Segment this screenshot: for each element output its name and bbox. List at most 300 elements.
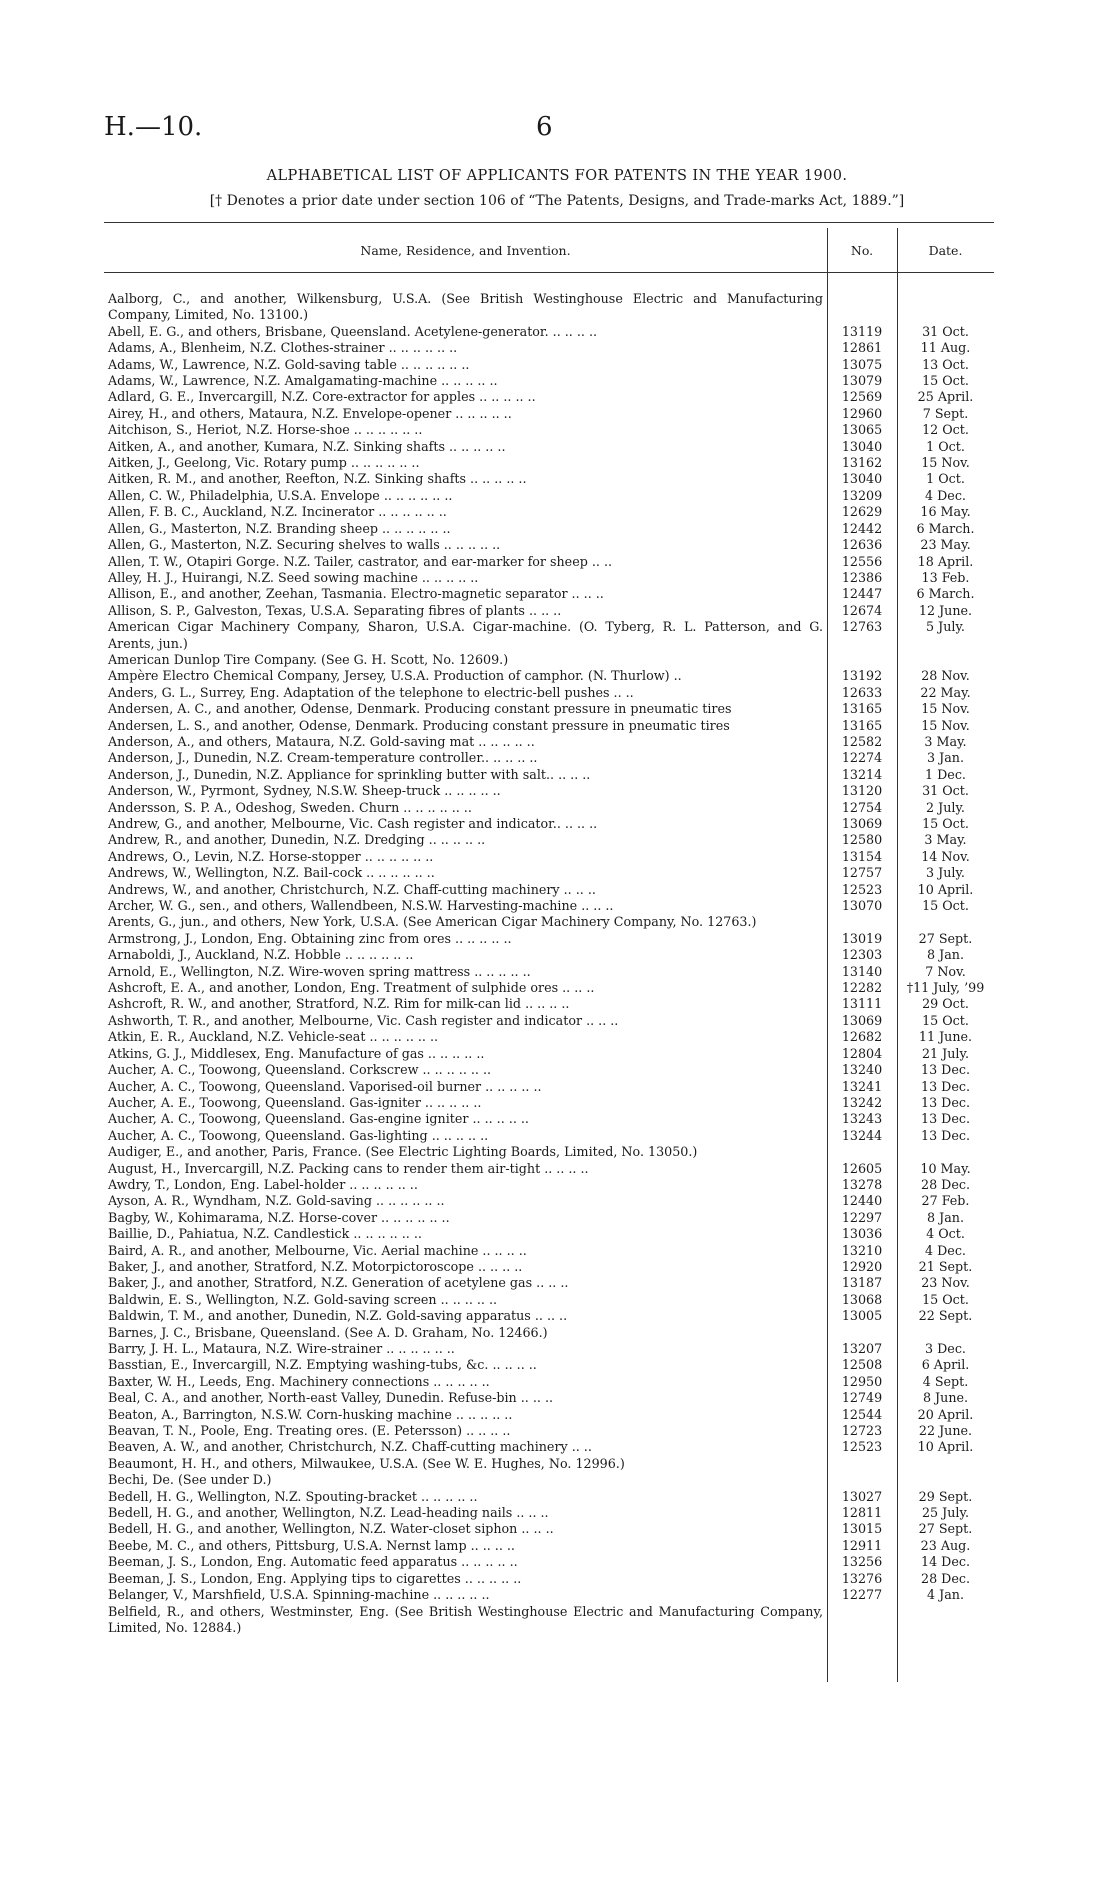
entry-name: Adams, W., Lawrence, N.Z. Amalgamating-machine .. .. .. .. ..	[108, 373, 498, 389]
entry-name: Andersson, S. P. A., Odeshog, Sweden. Churn .. .. .. .. .. ..	[108, 799, 472, 815]
entry-name: Adams, A., Blenheim, N.Z. Clothes-strainer .. .. .. .. .. ..	[108, 340, 458, 356]
entry-name: Bedell, H. G., and another, Wellington, N.Z. Lead-heading nails .. .. ..	[108, 1505, 549, 1521]
entry-number: 12804	[841, 1045, 883, 1061]
entry-number: 13242	[841, 1094, 883, 1110]
entry-name: Aucher, A. C., Toowong, Queensland. Corkscrew .. .. .. .. .. ..	[108, 1062, 492, 1078]
table-row	[104, 1259, 994, 1275]
table-row	[104, 1193, 994, 1209]
entry-number: 13040	[841, 438, 883, 454]
entry-date: †11 July, ’99	[906, 980, 985, 996]
entry-number: 12277	[841, 1587, 883, 1603]
table-row	[104, 1439, 994, 1455]
table-row	[104, 849, 994, 865]
entry-number: 12629	[841, 504, 883, 520]
entry-name: Allison, E., and another, Zeehan, Tasmania. Electro-magnetic separator .. .. ..	[108, 586, 604, 602]
table-row	[104, 1456, 994, 1472]
entry-date: 4 Sept.	[922, 1373, 969, 1389]
entry-name: Ampère Electro Chemical Company, Jersey, U.S.A. Production of camphor. (N. Thurlow) ..	[108, 668, 682, 684]
entry-number: 12605	[841, 1160, 883, 1176]
table-row	[104, 1390, 994, 1406]
entry-name: Audiger, E., and another, Paris, France. (See Electric Lighting Boards, Limited, No. 13050.)	[108, 1144, 698, 1160]
entry-name: Adams, W., Lawrence, N.Z. Gold-saving table .. .. .. .. .. ..	[108, 356, 470, 372]
entry-name: Basstian, E., Invercargill, N.Z. Emptying washing-tubs, &c. .. .. .. ..	[108, 1357, 537, 1373]
page-number: 6	[536, 112, 553, 142]
entry-name: Beeman, J. S., London, Eng. Applying tips to cigarettes .. .. .. .. ..	[108, 1570, 522, 1586]
entry-date: 21 July.	[921, 1045, 969, 1061]
entry-number: 13070	[841, 898, 883, 914]
entry-date: 21 Sept.	[918, 1258, 973, 1274]
entry-name: Beaumont, H. H., and others, Milwaukee, U.S.A. (See W. E. Hughes, No. 12996.)	[108, 1455, 625, 1471]
table-row	[104, 931, 994, 947]
patent-table	[104, 228, 994, 1682]
entry-name: Belfield, R., and others, Westminster, Eng. (See British Westinghouse Electric and Manufacturing Company, Limited, No. 12884.)	[108, 1603, 823, 1635]
entry-date: 22 June.	[918, 1423, 973, 1439]
entry-date: 31 Oct.	[922, 783, 969, 799]
entry-number: 13075	[841, 356, 883, 372]
entry-date: 2 July.	[926, 799, 965, 815]
entry-name: Andersen, A. C., and another, Odense, Denmark. Producing constant pressure in pneumatic tires	[108, 701, 732, 717]
entry-name: Anders, G. L., Surrey, Eng. Adaptation of the telephone to electric-bell pushes .. ..	[108, 684, 634, 700]
entry-date: 15 Nov.	[921, 455, 970, 471]
entry-number: 12763	[841, 619, 883, 635]
table-row	[104, 701, 994, 717]
entry-number: 12447	[841, 586, 883, 602]
entry-name: Baird, A. R., and another, Melbourne, Vic. Aerial machine .. .. .. ..	[108, 1242, 527, 1258]
table-row	[104, 1062, 994, 1078]
table-row	[104, 406, 994, 422]
entry-date: 22 May.	[920, 684, 971, 700]
entry-number: 13240	[841, 1062, 883, 1078]
entry-number: 13069	[841, 816, 883, 831]
table-row	[104, 586, 994, 602]
entry-name: Aitken, A., and another, Kumara, N.Z. Sinking shafts .. .. .. .. ..	[108, 438, 506, 454]
header-name: Name, Residence, and Invention.	[360, 243, 571, 258]
entry-name: Belanger, V., Marshfield, U.S.A. Spinning-machine .. .. .. .. ..	[108, 1587, 490, 1603]
table-row	[104, 1079, 994, 1095]
entry-number: 12386	[841, 569, 883, 585]
table-row	[104, 1505, 994, 1521]
entry-date: 15 Oct.	[922, 898, 969, 914]
entry-number: 13187	[841, 1275, 883, 1291]
entry-number: 12303	[841, 947, 883, 963]
entry-number: 12569	[841, 389, 883, 405]
entry-date: 29 Oct.	[922, 996, 969, 1012]
entry-date: 4 Oct.	[926, 1226, 965, 1242]
table-row	[104, 1538, 994, 1554]
entry-date: 13 Oct.	[922, 356, 969, 372]
entry-name: Allison, S. P., Galveston, Texas, U.S.A. Separating fibres of plants .. .. ..	[108, 602, 562, 618]
table-row	[104, 1275, 994, 1291]
entry-name: Awdry, T., London, Eng. Label-holder .. .. .. .. .. ..	[108, 1176, 418, 1192]
entry-date: 1 Dec.	[925, 766, 966, 782]
entry-number: 12861	[841, 340, 883, 356]
table-row	[104, 537, 994, 553]
entry-name: Allen, C. W., Philadelphia, U.S.A. Envelope .. .. .. .. .. ..	[108, 487, 453, 503]
table-row	[104, 1571, 994, 1587]
table-row	[104, 603, 994, 619]
entry-date: 28 Dec.	[921, 1570, 970, 1586]
entry-name: Archer, W. G., sen., and others, Wallendbeen, N.S.W. Harvesting-machine .. .. ..	[108, 898, 614, 914]
entry-number: 13165	[841, 701, 883, 717]
entry-date: 16 May.	[920, 504, 971, 520]
table-row	[104, 750, 994, 766]
entry-date: 15 Nov.	[921, 717, 970, 733]
entry-name: Allen, G., Masterton, N.Z. Branding sheep .. .. .. .. .. ..	[108, 520, 451, 536]
table-row	[104, 783, 994, 799]
table-row	[104, 1226, 994, 1242]
entry-number: 12636	[841, 537, 883, 553]
table-row	[104, 947, 994, 963]
entry-number: 13162	[841, 455, 883, 471]
page-title: ALPHABETICAL LIST OF APPLICANTS FOR PATENTS IN THE YEAR 1900.	[266, 168, 848, 184]
table-row	[104, 291, 994, 324]
entry-date: 13 Feb.	[921, 569, 970, 585]
table-row	[104, 340, 994, 356]
entry-name: Beaven, A. W., and another, Christchurch, N.Z. Chaff-cutting machinery .. ..	[108, 1439, 592, 1455]
entry-name: Andrews, O., Levin, N.Z. Horse-stopper .. .. .. .. .. ..	[108, 848, 434, 864]
header-date: Date.	[928, 243, 963, 258]
entry-date: 13 Dec.	[921, 1111, 970, 1127]
table-row	[104, 1604, 994, 1637]
entry-date: 14 Dec.	[921, 1554, 970, 1570]
entry-number: 13140	[841, 963, 883, 979]
entry-date: 13 Dec.	[921, 1062, 970, 1078]
table-row	[104, 1210, 994, 1226]
entry-name: Aitchison, S., Heriot, N.Z. Horse-shoe .. .. .. .. .. ..	[108, 422, 423, 438]
table-row	[104, 1407, 994, 1423]
table-row	[104, 1111, 994, 1127]
entry-date: 8 Jan.	[927, 947, 964, 963]
entry-number: 13120	[841, 783, 883, 799]
table-row	[104, 1308, 994, 1324]
table-row	[104, 1046, 994, 1062]
entry-name: Andrews, W., Wellington, N.Z. Bail-cock .. .. .. .. .. ..	[108, 865, 435, 881]
entry-number: 12723	[841, 1423, 883, 1439]
table-row	[104, 1472, 994, 1488]
table-row	[104, 1374, 994, 1390]
entry-date: 14 Nov.	[921, 848, 970, 864]
entry-name: Anderson, W., Pyrmont, Sydney, N.S.W. Sheep-truck .. .. .. .. ..	[108, 783, 501, 799]
table-row	[104, 1095, 994, 1111]
entry-number: 12282	[841, 980, 883, 996]
entry-date: 25 July.	[921, 1505, 969, 1521]
entry-name: Baker, J., and another, Stratford, N.Z. Generation of acetylene gas .. .. ..	[108, 1275, 569, 1291]
entry-name: American Dunlop Tire Company. (See G. H. Scott, No. 12609.)	[108, 651, 509, 667]
entry-date: 10 May.	[920, 1160, 971, 1176]
entry-number: 13040	[841, 471, 883, 487]
table-row	[104, 389, 994, 405]
entry-date: 6 April.	[921, 1357, 970, 1373]
entry-date: 13 Dec.	[921, 1078, 970, 1094]
table-row	[104, 865, 994, 881]
entry-name: Adlard, G. E., Invercargill, N.Z. Core-extractor for apples .. .. .. .. ..	[108, 389, 536, 405]
entry-name: Armstrong, J., London, Eng. Obtaining zinc from ores .. .. .. .. ..	[108, 930, 512, 946]
table-row	[104, 554, 994, 570]
table-row	[104, 1341, 994, 1357]
entry-name: Beal, C. A., and another, North-east Valley, Dunedin. Refuse-bin .. .. ..	[108, 1390, 554, 1406]
entry-date: 6 March.	[916, 520, 975, 536]
table-row	[104, 734, 994, 750]
entry-date: 25 April.	[917, 389, 974, 405]
entry-number: 13005	[841, 1308, 883, 1324]
entry-number: 13069	[841, 1012, 883, 1028]
entry-date: 11 Aug.	[920, 340, 971, 356]
entry-name: Beaton, A., Barrington, N.S.W. Corn-husking machine .. .. .. .. ..	[108, 1406, 513, 1422]
table-row	[104, 1554, 994, 1570]
entry-date: 3 Dec.	[925, 1341, 966, 1356]
entry-name: Atkins, G. J., Middlesex, Eng. Manufacture of gas .. .. .. .. ..	[108, 1045, 485, 1061]
entry-number: 12633	[841, 684, 883, 700]
table-row	[104, 521, 994, 537]
table-row	[104, 1292, 994, 1308]
table-row	[104, 471, 994, 487]
table-row	[104, 324, 994, 340]
entry-number: 13214	[841, 766, 883, 782]
entry-name: Arnaboldi, J., Auckland, N.Z. Hobble .. .. .. .. .. ..	[108, 947, 414, 963]
table-row	[104, 832, 994, 848]
entry-date: 12 Oct.	[922, 422, 969, 438]
entry-number: 12508	[841, 1357, 883, 1373]
entry-date: 3 Jan.	[927, 750, 964, 766]
entry-number: 13278	[841, 1176, 883, 1192]
entry-number: 12523	[841, 881, 883, 897]
table-row	[104, 685, 994, 701]
entry-number: 13244	[841, 1127, 883, 1143]
entry-date: 13 Dec.	[921, 1094, 970, 1110]
entry-date: 22 Sept.	[918, 1308, 973, 1324]
entry-number: 12911	[841, 1537, 883, 1553]
entry-date: 23 May.	[920, 537, 971, 553]
entry-number: 12556	[841, 553, 883, 569]
table-row	[104, 619, 994, 652]
entry-number: 12811	[841, 1505, 883, 1521]
entry-date: 5 July.	[926, 619, 965, 635]
table-row	[104, 373, 994, 389]
entry-date: 6 March.	[916, 586, 975, 602]
entry-name: Baldwin, T. M., and another, Dunedin, N.Z. Gold-saving apparatus .. .. ..	[108, 1308, 568, 1324]
entry-name: Atkin, E. R., Auckland, N.Z. Vehicle-seat .. .. .. .. .. ..	[108, 1029, 439, 1045]
entry-date: 27 Sept.	[918, 1521, 973, 1537]
table-row	[104, 504, 994, 520]
entry-number: 12754	[841, 799, 883, 815]
entry-date: 4 Dec.	[925, 1242, 966, 1258]
entry-name: Arnold, E., Wellington, N.Z. Wire-woven spring mattress .. .. .. .. ..	[108, 963, 531, 979]
entry-date: 8 Jan.	[927, 1209, 964, 1225]
table-row	[104, 1013, 994, 1029]
entry-date: 3 July.	[926, 865, 965, 881]
entry-name: Abell, E. G., and others, Brisbane, Queensland. Acetylene-generator. .. .. .. ..	[108, 323, 598, 339]
entry-number: 12523	[841, 1439, 883, 1455]
entry-name: Anderson, A., and others, Mataura, N.Z. Gold-saving mat .. .. .. .. ..	[108, 733, 535, 749]
entry-name: Beavan, T. N., Poole, Eng. Treating ores. (E. Petersson) .. .. .. ..	[108, 1423, 511, 1439]
entry-date: 11 June.	[918, 1029, 973, 1045]
entry-name: August, H., Invercargill, N.Z. Packing cans to render them air-tight .. .. .. ..	[108, 1160, 589, 1176]
entry-number: 13065	[841, 422, 883, 438]
entry-date: 28 Dec.	[921, 1176, 970, 1192]
table-row	[104, 767, 994, 783]
entry-name: Aucher, A. C., Toowong, Queensland. Vaporised-oil burner .. .. .. .. ..	[108, 1078, 542, 1094]
entry-name: Bagby, W., Kohimarama, N.Z. Horse-cover .. .. .. .. .. ..	[108, 1209, 450, 1225]
table-row	[104, 1325, 994, 1341]
table-row	[104, 439, 994, 455]
header-rule	[104, 272, 994, 273]
entry-name: Aalborg, C., and another, Wilkensburg, U.S.A. (See British Westinghouse Electric and Manufacturing Company, Limited, No. 13100.)	[108, 291, 823, 323]
table-row	[104, 1521, 994, 1537]
entry-name: Baker, J., and another, Stratford, N.Z. Motorpictoroscope .. .. .. ..	[108, 1258, 523, 1274]
entry-date: 15 Oct.	[922, 373, 969, 389]
table-row	[104, 882, 994, 898]
entry-name: Allen, F. B. C., Auckland, N.Z. Incinerator .. .. .. .. .. ..	[108, 504, 447, 520]
entry-date: 29 Sept.	[918, 1488, 973, 1504]
entry-date: 10 April.	[917, 881, 974, 897]
table-row	[104, 980, 994, 996]
table-row	[104, 800, 994, 816]
entry-name: Andrews, W., and another, Christchurch, N.Z. Chaff-cutting machinery .. .. ..	[108, 881, 596, 897]
entry-number: 13256	[841, 1554, 883, 1570]
entry-date: 7 Nov.	[925, 963, 966, 979]
table-row	[104, 898, 994, 914]
entry-name: Anderson, J., Dunedin, N.Z. Cream-temperature controller.. .. .. .. ..	[108, 750, 538, 766]
entry-name: Baillie, D., Pahiatua, N.Z. Candlestick .. .. .. .. .. ..	[108, 1226, 422, 1242]
entry-name: Barry, J. H. L., Mataura, N.Z. Wire-strainer .. .. .. .. .. ..	[108, 1341, 455, 1356]
entry-date: 18 April.	[917, 553, 974, 569]
entry-name: Bedell, H. G., Wellington, N.Z. Spouting-bracket .. .. .. .. ..	[108, 1488, 478, 1504]
entry-name: Anderson, J., Dunedin, N.Z. Appliance for sprinkling butter with salt.. .. .. ..	[108, 766, 591, 782]
entry-date: 13 Dec.	[921, 1127, 970, 1143]
entry-date: 15 Oct.	[922, 816, 969, 831]
entry-number: 12544	[841, 1406, 883, 1422]
entry-date: 8 June.	[922, 1390, 969, 1406]
table-body	[104, 291, 994, 1636]
table-row	[104, 668, 994, 684]
entry-date: 7 Sept.	[922, 405, 969, 421]
table-row	[104, 1243, 994, 1259]
entry-name: Aucher, A. E., Toowong, Queensland. Gas-igniter .. .. .. .. ..	[108, 1094, 482, 1110]
entry-number: 13241	[841, 1078, 883, 1094]
entry-number: 12297	[841, 1209, 883, 1225]
table-row	[104, 914, 994, 930]
entry-name: Beebe, M. C., and others, Pittsburg, U.S.A. Nernst lamp .. .. .. ..	[108, 1537, 515, 1553]
entry-date: 23 Aug.	[920, 1537, 971, 1553]
entry-name: Ashworth, T. R., and another, Melbourne, Vic. Cash register and indicator .. .. ..	[108, 1012, 619, 1028]
table-row	[104, 718, 994, 734]
entry-number: 13119	[841, 323, 883, 339]
table-row	[104, 652, 994, 668]
table-row	[104, 1177, 994, 1193]
entry-date: 1 Oct.	[926, 438, 965, 454]
header-no: No.	[850, 243, 874, 258]
entry-name: Ashcroft, E. A., and another, London, Eng. Treatment of sulphide ores .. .. ..	[108, 980, 595, 996]
table-row	[104, 1423, 994, 1439]
entry-number: 12749	[841, 1390, 883, 1406]
entry-number: 13154	[841, 848, 883, 864]
entry-number: 13079	[841, 373, 883, 389]
entry-number: 13111	[841, 996, 883, 1012]
entry-name: Andrew, G., and another, Melbourne, Vic. Cash register and indicator.. .. .. ..	[108, 816, 598, 831]
entry-date: 15 Nov.	[921, 701, 970, 717]
entry-date: 3 May.	[924, 832, 967, 848]
entry-number: 13019	[841, 930, 883, 946]
table-row	[104, 488, 994, 504]
entry-name: Aitken, J., Geelong, Vic. Rotary pump .. .. .. .. .. ..	[108, 455, 420, 471]
entry-number: 12580	[841, 832, 883, 848]
entry-number: 13068	[841, 1291, 883, 1307]
entry-name: Baldwin, E. S., Wellington, N.Z. Gold-saving screen .. .. .. .. ..	[108, 1291, 498, 1307]
entry-name: Aitken, R. M., and another, Reefton, N.Z. Sinking shafts .. .. .. .. ..	[108, 471, 527, 487]
table-row	[104, 964, 994, 980]
table-row	[104, 1489, 994, 1505]
entry-number: 12757	[841, 865, 883, 881]
entry-number: 13243	[841, 1111, 883, 1127]
entry-name: Andersen, L. S., and another, Odense, Denmark. Producing constant pressure in pneumatic tires	[108, 717, 730, 733]
entry-date: 3 May.	[924, 733, 967, 749]
entry-number: 13276	[841, 1570, 883, 1586]
entry-name: Beeman, J. S., London, Eng. Automatic feed apparatus .. .. .. .. ..	[108, 1554, 518, 1570]
entry-name: Alley, H. J., Huirangi, N.Z. Seed sowing machine .. .. .. .. ..	[108, 569, 479, 585]
entry-name: Arents, G., jun., and others, New York, U.S.A. (See American Cigar Machinery Company, No. 12763.)	[108, 914, 757, 930]
entry-name: Airey, H., and others, Mataura, N.Z. Envelope-opener .. .. .. .. ..	[108, 405, 512, 421]
table-row	[104, 1029, 994, 1045]
entry-name: Aucher, A. C., Toowong, Queensland. Gas-lighting .. .. .. .. ..	[108, 1127, 489, 1143]
header-code: H.—10.	[104, 112, 203, 142]
table-row	[104, 1357, 994, 1373]
table-row	[104, 357, 994, 373]
entry-number: 13210	[841, 1242, 883, 1258]
entry-number: 12960	[841, 405, 883, 421]
entry-number: 12274	[841, 750, 883, 766]
entry-date: 31 Oct.	[922, 323, 969, 339]
entry-name: Allen, T. W., Otapiri Gorge. N.Z. Tailer, castrator, and ear-marker for sheep .. ..	[108, 553, 613, 569]
entry-number: 13192	[841, 668, 883, 684]
entry-number: 13015	[841, 1521, 883, 1537]
entry-date: 4 Jan.	[927, 1587, 964, 1603]
entry-name: Bechi, De. (See under D.)	[108, 1472, 272, 1488]
entry-date: 27 Sept.	[918, 930, 973, 946]
entry-name: American Cigar Machinery Company, Sharon, U.S.A. Cigar-machine. (O. Tyberg, R. L. Patterson, and G. Arents, jun.)	[108, 619, 823, 651]
table-row	[104, 455, 994, 471]
table-row	[104, 570, 994, 586]
entry-number: 12674	[841, 602, 883, 618]
entry-name: Ayson, A. R., Wyndham, N.Z. Gold-saving .. .. .. .. .. ..	[108, 1193, 445, 1209]
entry-date: 12 June.	[918, 602, 973, 618]
entry-number: 13207	[841, 1341, 883, 1356]
entry-date: 23 Nov.	[921, 1275, 970, 1291]
entry-date: 1 Oct.	[926, 471, 965, 487]
entry-number: 13027	[841, 1488, 883, 1504]
entry-number: 13165	[841, 717, 883, 733]
entry-number: 12682	[841, 1029, 883, 1045]
entry-date: 10 April.	[917, 1439, 974, 1455]
page-subtitle: [† Denotes a prior date under section 106 of “The Patents, Designs, and Trade-marks Act, 1889.”]	[209, 193, 905, 209]
table-row	[104, 1587, 994, 1603]
entry-number: 12950	[841, 1373, 883, 1389]
entry-number: 12442	[841, 520, 883, 536]
entry-number: 12582	[841, 733, 883, 749]
entry-name: Aucher, A. C., Toowong, Queensland. Gas-engine igniter .. .. .. .. ..	[108, 1111, 529, 1127]
entry-date: 20 April.	[917, 1406, 974, 1422]
entry-name: Ashcroft, R. W., and another, Stratford, N.Z. Rim for milk-can lid .. .. .. ..	[108, 996, 570, 1012]
entry-name: Barnes, J. C., Brisbane, Queensland. (See A. D. Graham, No. 12466.)	[108, 1324, 548, 1340]
entry-name: Andrew, R., and another, Dunedin, N.Z. Dredging .. .. .. .. ..	[108, 832, 486, 848]
entry-number: 12440	[841, 1193, 883, 1209]
entry-number: 13036	[841, 1226, 883, 1242]
table-row	[104, 996, 994, 1012]
table-row	[104, 1161, 994, 1177]
table-row	[104, 1144, 994, 1160]
entry-date: 15 Oct.	[922, 1291, 969, 1307]
entry-date: 27 Feb.	[921, 1193, 970, 1209]
entry-name: Baxter, W. H., Leeds, Eng. Machinery connections .. .. .. .. ..	[108, 1373, 490, 1389]
